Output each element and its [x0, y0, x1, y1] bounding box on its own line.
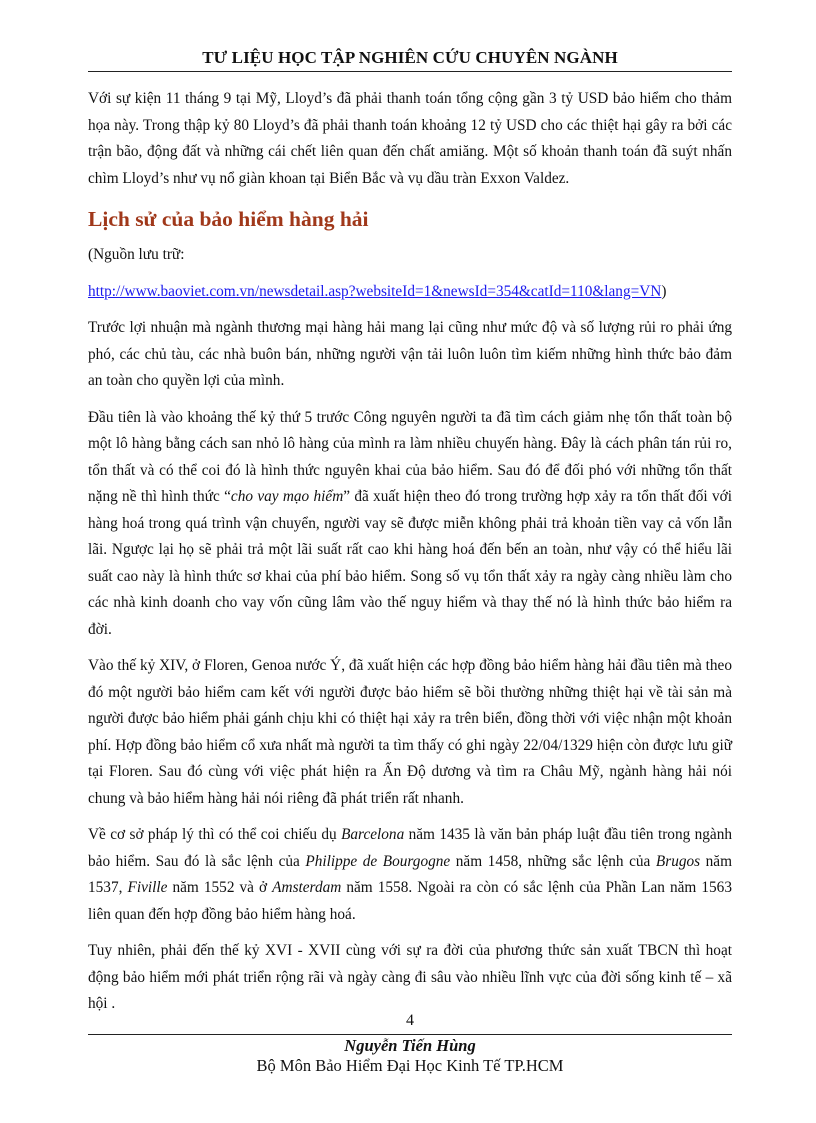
footer-organization: Bộ Môn Bảo Hiểm Đại Học Kinh Tế TP.HCM [256, 1056, 564, 1075]
p4-text-d: năm 1537, [88, 852, 732, 896]
paragraph-5: Tuy nhiên, phải đến thế kỷ XVI - XVII cùng với sự ra đời của phương thức sản xuất TBCN thì hoạt động bảo hiểm mới phát triển rộng rãi và ngày càng đi sâu vào nhiều lĩnh vực của đời sống kinh tế – xã hội . [88, 942, 732, 1012]
p4-emphasis-2: Philippe de Bourgogne [305, 852, 451, 870]
p4-emphasis-1: Barcelona [341, 826, 405, 843]
footer-divider [88, 1034, 732, 1035]
paragraph-1: Trước lợi nhuận mà ngành thương mại hàng hải mang lại cũng như mức độ và số lượng rủi ro phải ứng phó, các chủ tàu, các nhà buôn bán, những người vận tải luôn luôn tìm kiếm những hình thức bảo đảm an toàn cho quyền lợi của mình. [88, 319, 732, 389]
intro-paragraph: Với sự kiện 11 tháng 9 tại Mỹ, Lloyd’s đã phải thanh toán tổng cộng gần 3 tỷ USD bảo hiểm cho thảm họa này. Trong thập kỷ 80 Lloyd’s đã phải thanh toán khoảng 12 tỷ USD cho các thiệt hại gây ra bởi các trận bão, động đất và những cái chết liên quan đến chất amiăng. Một số khoản thanh toán đã suýt nhấn chìm Lloyd’s như vụ nổ giàn khoan tại Biển Bắc và vụ dầu tràn Exxon Valdez. [88, 90, 732, 187]
p4-text-a: Về cơ sở pháp lý thì có thể coi chiếu dụ [88, 826, 342, 843]
p4-text-b: năm 1435 là văn bản pháp luật đầu tiên trong ngành bảo hiểm. Sau đó là sắc lệnh của [88, 826, 733, 870]
source-close: ) [661, 282, 667, 300]
document-body [88, 86, 732, 1028]
p4-text-e: năm 1552 và ở [167, 879, 273, 896]
p4-emphasis-3: Brugos [655, 852, 701, 870]
p2-text-a: Đầu tiên là vào khoảng thế kỷ thứ 5 trước Công nguyên người ta đã tìm cách giảm nhẹ tổn thất toàn bộ một lô hàng bằng cách san nhỏ lô hàng của mình ra làm nhiều chuyến hàng. Đây là cách phân tán rủi ro, tổn thất và có thể coi đó là hình thức nguyên khai của bảo hiểm. Sau đó để đối phó với những tổn thất nặng nề thì hình thức “ [88, 408, 732, 505]
footer-author: Nguyễn Tiến Hùng [344, 1036, 476, 1055]
source-label: (Nguồn lưu trữ: [88, 246, 185, 263]
paragraph-4 [88, 822, 732, 928]
p4-emphasis-5: Amsterdam [272, 879, 342, 896]
page-header-title: TƯ LIỆU HỌC TẬP NGHIÊN CỨU CHUYÊN NGÀNH [202, 48, 618, 67]
p4-text-c: năm 1458, những sắc lệnh của [450, 852, 656, 870]
page-number: 4 [406, 1012, 414, 1029]
source-link[interactable]: http://www.baoviet.com.vn/newsdetail.asp?websiteId=1&newsId=354&catId=110&lang=VN [88, 282, 662, 300]
p4-text-f: năm 1558. Ngoài ra còn có sắc lệnh của Phần Lan năm 1563 liên quan đến hợp đồng bảo hiểm hàng hoá. [88, 879, 732, 923]
p2-emphasis: cho vay mạo hiểm [230, 488, 344, 505]
p2-text-b: ” đã xuất hiện theo đó trong trường hợp xảy ra tổn thất đối với hàng hoá trong quá trình vận chuyển, người vay sẽ được miễn không phải trả khoản tiền vay cả vốn lẫn lãi. Ngược lại họ sẽ phải trả một lãi suất rất cao khi hàng hoá đến bến an toàn, như vậy có thể hiểu lãi suất cao này là hình thức sơ khai của phí bảo hiểm. Song số vụ tổn thất xảy ra ngày càng nhiều làm cho các nhà kinh doanh cho vay vốn cũng lâm vào thế nguy hiểm và thay thế nó là hình thức bảo hiểm ra đời. [88, 488, 732, 638]
header-divider [88, 71, 732, 72]
p4-emphasis-4: Fiville [127, 879, 168, 896]
section-heading: Lịch sử của bảo hiểm hàng hải [88, 207, 369, 231]
source-line [88, 279, 732, 306]
paragraph-3: Vào thế kỷ XIV, ở Floren, Genoa nước Ý, đã xuất hiện các hợp đồng bảo hiểm hàng hải đầu tiên mà theo đó một người bảo hiểm cam kết với người được bảo hiểm sẽ bồi thường những thiệt hại về tài sản mà người được bảo hiểm phải gánh chịu khi có thiệt hại xảy ra trên biển, đồng thời với việc nhận một khoản phí. Hợp đồng bảo hiểm cổ xưa nhất mà người ta tìm thấy có ghi ngày 22/04/1329 hiện còn được lưu giữ tại Floren. Sau đó cùng với việc phát hiện ra Ấn Độ dương và tìm ra Châu Mỹ, ngành hàng hải nói chung và bảo hiểm hàng hải nói riêng đã phát triển rất nhanh. [88, 657, 732, 807]
paragraph-2 [88, 405, 732, 644]
